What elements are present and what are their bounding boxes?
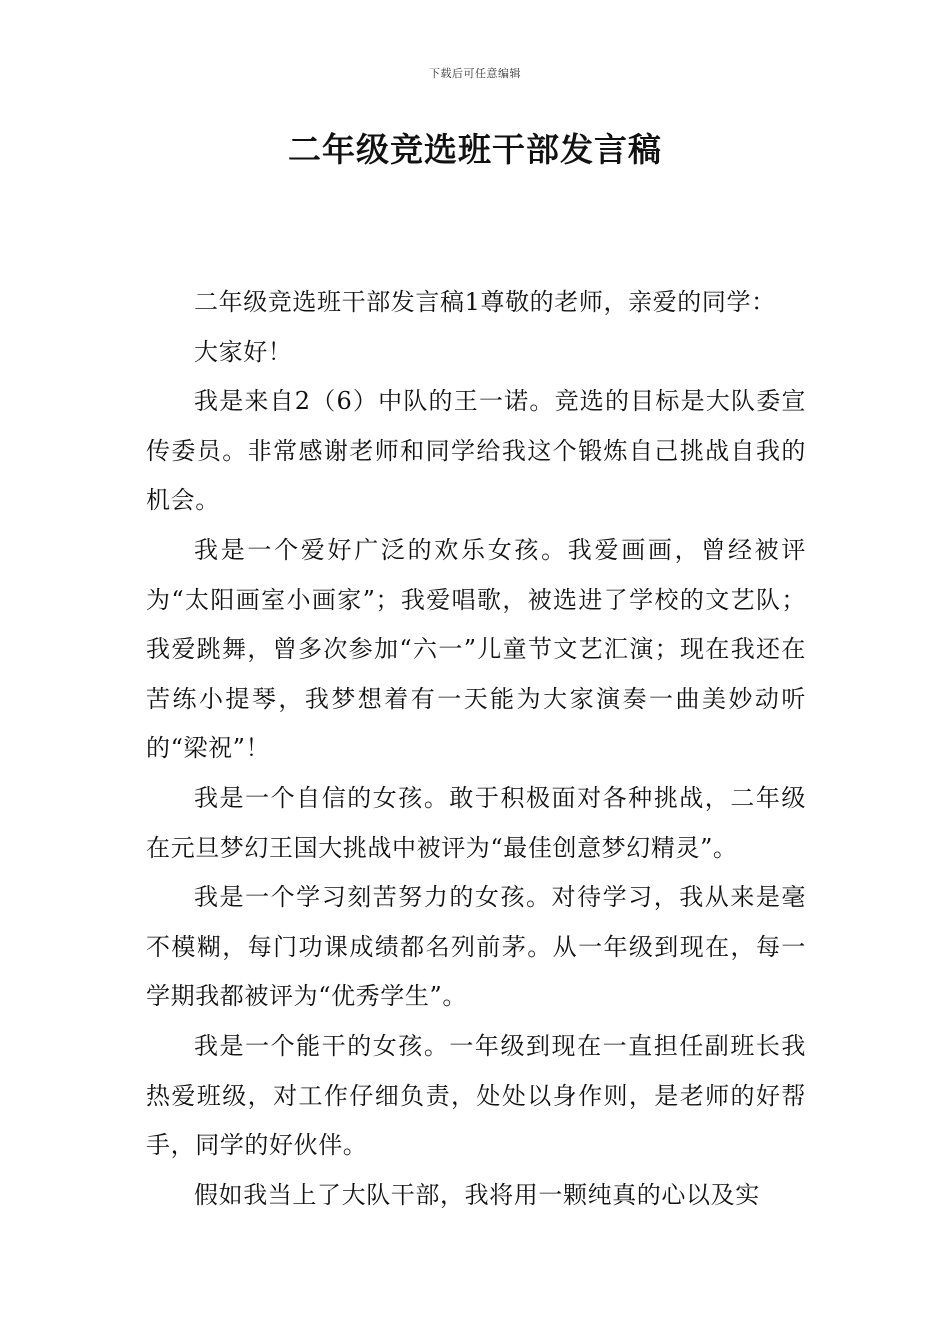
paragraph: 我是一个爱好广泛的欢乐女孩。我爱画画，曾经被评为“太阳画室小画家”；我爱唱歌，被选进了学校的文艺队；我爱跳舞，曾多次参加“六一”儿童节文艺汇演；现在我还在苦练小提琴，我梦想着有一天能为大家演奏一曲美妙动听的“梁祝”！ — [146, 535, 806, 763]
header-note: 下载后可任意编辑 — [429, 67, 521, 80]
document-body — [146, 278, 806, 1220]
paragraph: 我是来自2（6）中队的王一诺。竞选的目标是大队委宣传委员。非常感谢老师和同学给我这个锻炼自己挑战自我的机会。 — [146, 387, 806, 515]
paragraph: 我是一个学习刻苦努力的女孩。对待学习，我从来是毫不模糊，每门功课成绩都名列前茅。从一年级到现在，每一学期我都被评为“优秀学生”。 — [146, 883, 806, 1011]
paragraph: 二年级竞选班干部发言稿1尊敬的老师，亲爱的同学： — [194, 288, 776, 316]
paragraph: 我是一个自信的女孩。敢于积极面对各种挑战，二年级在元旦梦幻王国大挑战中被评为“最佳创意梦幻精灵”。 — [146, 783, 806, 862]
paragraph: 假如我当上了大队干部，我将用一颗纯真的心以及实 — [194, 1180, 760, 1209]
paragraph: 我是一个能干的女孩。一年级到现在一直担任副班长我热爱班级，对工作仔细负责，处处以身作则，是老师的好帮手，同学的好伙伴。 — [146, 1031, 806, 1160]
paragraph: 大家好！ — [194, 337, 293, 366]
document-title: 二年级竞选班干部发言稿 — [288, 130, 662, 169]
